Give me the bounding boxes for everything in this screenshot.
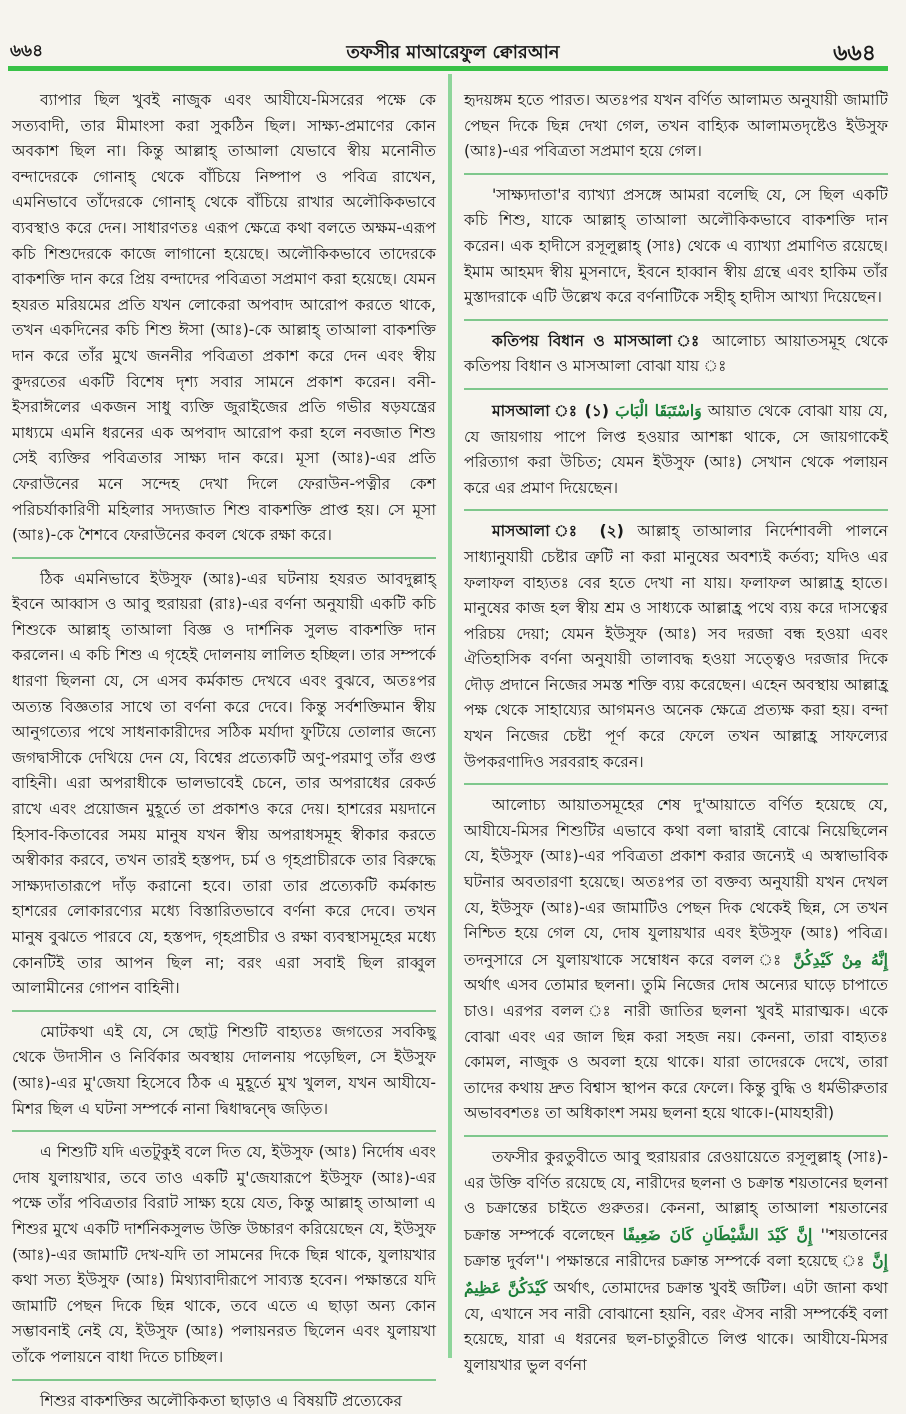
section-heading: কতিপয় বিধান ও মাসআলা ঃ (492, 332, 703, 350)
paragraph-separator (12, 1130, 436, 1132)
page-number-left: ৬৬৪ (10, 38, 43, 66)
column-divider (448, 74, 452, 1358)
paragraph: হৃদয়ঙ্গম হতে পারত। অতঃপর যখন বর্ণিত আলামত অনুযায়ী জামাটি পেছন দিকে ছিন্ন দেখা গেল, তখন বাহ্যিক আলামতদৃষ্টেও ইউসুফ (আঃ)-এর পবিত্রতা সপ্রমাণ হয়ে গেল। (464, 88, 888, 165)
paragraph-text: তফসীর কুরতুবীতে আবু হুরায়রার রেওয়ায়েতে রসূলুল্লাহ্ (সাঃ)-এর উক্তি বর্ণিত রয়েছে যে, নারীদের ছলনা ও চক্রান্ত শয়তানের ছলনা ও চক্রান্তের চাইতে গুরুতর। কেননা, আল্লাহ্ তাআলা শয়তানের চক্রান্ত সম্পর্কে বলেছেন (464, 1148, 888, 1244)
paragraph (464, 1145, 888, 1378)
masala-heading: মাসআলা ঃ (১) (492, 402, 609, 420)
paragraph-separator (464, 319, 888, 321)
paragraph: ব্যাপার ছিল খুবই নাজুক এবং আযীযে-মিসরের পক্ষে কে সত্যবাদী, তার মীমাংসা করা সুকঠিন ছিল। সাক্ষ্য-প্রমাণের কোন অবকাশ ছিল না। কিন্তু আল্লাহ্ তাআলা যেভাবে স্বীয় মনোনীত বন্দাদেরকে গোনাহ্ থেকে বাঁচিয়ে নিষ্পাপ ও পবিত্র রাখেন, এমনিভাবে তাঁদেরকে গোনাহ্ থেকে বাঁচিয়ে রাখার অলৌকিকভাবে ব্যবস্থাও করে দেন। সাধারণতঃ এরূপ ক্ষেত্রে কথা বলতে অক্ষম-এরূপ কচি শিশুদেরকে কাজে লাগানো হয়েছে। অলৌকিকভাবে তাদেরকে বাকশক্তি দান করে প্রিয় বন্দাদের পবিত্রতা সপ্রমাণ করা হয়েছে। যেমন হযরত মরিয়মের প্রতি যখন লোকেরা অপবাদ আরোপ করতে থাকে, তখন একদিনের কচি শিশু ঈসা (আঃ)-কে আল্লাহ্ তাআলা বাকশক্তি দান করে তাঁর মুখে জননীর পবিত্রতা প্রকাশ করে দেন এবং স্বীয় কুদরতের একটি বিশেষ দৃশ্য সবার সামনে প্রকাশ করেন। বনী-ইসরাঈলের একজন সাধু ব্যক্তি জুরাইজের প্রতি গভীর ষড়যন্ত্রের মাধ্যমে এমনি ধরনের এক অপবাদ আরোপ করা হলে নবজাত শিশু সেই ব্যক্তির পবিত্রতার সাক্ষ্য দান করে। মূসা (আঃ)-এর প্রতি ফেরাউনের মনে সন্দেহ দেখা দিলে ফেরাউন-পত্নীর কেশ পরিচর্যাকারিণী মহিলার সদ্যজাত শিশু বাকশক্তি প্রাপ্ত হয়। সে মূসা (আঃ)-কে শৈশবে ফেরাউনের কবল থেকে রক্ষা করে। (12, 88, 436, 549)
paragraph-separator (464, 783, 888, 785)
paragraph-text: ''শয়তানের চক্রান্ত দুর্বল''। পক্ষান্তরে নারীদের চক্রান্ত সম্পর্কে বলা হয়েছে ঃ (464, 1226, 888, 1271)
paragraph-separator (464, 1135, 888, 1137)
paragraph: এ শিশুটি যদি এতটুকুই বলে দিত যে, ইউসুফ (আঃ) নির্দোষ এবং দোষ যুলায়খার, তবে তাও একটি মু'জেযারূপে ইউসুফ (আঃ)-এর পক্ষে তাঁর পবিত্রতার বিরাট সাক্ষ্য হয়ে যেত, কিন্তু আল্লাহ্ তাআলা এ শিশুর মুখে একটি দার্শনিকসুলভ উক্তি উচ্চারণ করিয়েছেন যে, ইউসুফ (আঃ)-এর জামাটি দেখ-যদি তা সামনের দিকে ছিন্ন থাকে, যুলায়খার কথা সত্য ইউসুফ (আঃ) মিথ্যাবাদীরূপে সাব্যস্ত হবেন। পক্ষান্তরে যদি জামাটি পেছন দিকে ছিন্ন থাকে, তবে এতে এ ছাড়া অন্য কোন সম্ভাবনাই নেই যে, ইউসুফ (আঃ) পলায়নরত ছিলেন এবং যুলায়খা তাঁকে পলায়নে বাধা দিতে চাচ্ছিল। (12, 1140, 436, 1370)
running-title: তফসীর মাআরেফুল ক্বোরআন (0, 38, 906, 69)
paragraph: 'সাক্ষ্যদাতা'র ব্যাখ্যা প্রসঙ্গে আমরা বলেছি যে, সে ছিল একটি কচি শিশু, যাকে আল্লাহ্ তাআলা অলৌকিকভাবে বাকশক্তি দান করেন। এক হাদীসে রসূলুল্লাহ্ (সাঃ) থেকে এ ব্যাখ্যা প্রমাণিত রয়েছে। ইমাম আহমদ স্বীয় মুসনাদে, ইবনে হাব্বান স্বীয় গ্রন্থে এবং হাকিম তাঁর মুস্তাদরাকে এটি উল্লেখ করে বর্ণনাটিকে সহীহ্ হাদীস আখ্যা দিয়েছেন। (464, 183, 888, 311)
paragraph (464, 793, 888, 1127)
paragraph (464, 398, 888, 501)
paragraph-separator (464, 509, 888, 511)
arabic-verse: إِنَّ كَيْدَ الشَّيْطَانِ كَانَ ضَعِيفًا (623, 1225, 813, 1244)
page-header (0, 0, 906, 72)
paragraph-separator (12, 557, 436, 559)
paragraph-separator (464, 388, 888, 390)
right-column (464, 88, 888, 1350)
arabic-verse: وَاسْتَبَقَا الْبَابَ (615, 401, 702, 420)
paragraph: মোটকথা এই যে, সে ছোট্ট শিশুটি বাহ্যতঃ জগতের সবকিছু থেকে উদাসীন ও নির্বিকার অবস্থায় দোলনায় পড়েছিল, সে ইউসুফ (আঃ)-এর মু'জেযা হিসেবে ঠিক এ মুহূর্তে মুখ খুলল, যখন আযীযে-মিশর ছিল এ ঘটনা সম্পর্কে নানা দ্বিধাদ্বন্দ্বে জড়িত। (12, 1020, 436, 1122)
arabic-verse: إِنَّهُ مِنْ كَيْدِكُنَّ (793, 950, 888, 969)
paragraph-text: আলোচ্য আয়াতসমূহের শেষ দু'আয়াতে বর্ণিত হয়েছে যে, আযীযে-মিসর শিশুটির এভাবে কথা বলা দ্বারাই বোঝে নিয়েছিলেন যে, ইউসুফ (আঃ)-এর পবিত্রতা প্রকাশ করার জন্যেই এ অস্বাভাবিক ঘটনার অবতারণা হয়েছে। অতঃপর তা বক্তব্য অনুযায়ী যখন দেখল যে, ইউসুফ (আঃ)-এর জামাটিও পেছন দিক থেকেই ছিন্ন, সে তখন নিশ্চিত হয়ে গেল যে, দোষ যুলায়খার এবং ইউসুফ (আঃ) পবিত্র। তদনুসারে সে যুলায়খাকে সম্বোধন করে বলল ঃ (464, 796, 888, 969)
paragraph: শিশুর বাকশক্তির অলৌকিকতা ছাড়াও এ বিষয়টি প্রত্যেকের (12, 1389, 436, 1414)
page-number-right: ৬৬৪ (833, 36, 876, 73)
left-column (12, 88, 436, 1350)
paragraph-text: আল্লাহ্ তাআলার নির্দেশাবলী পালনে সাধ্যানুযায়ী চেষ্টার ত্রুটি না করা মানুষের অবশ্যই কর্তব্য; যদিও এর ফলাফল বাহ্যতঃ বের হতে দেখা না যায়। ফলাফল আল্লাহ্র হাতে। মানুষের কাজ হল স্বীয় শ্রম ও সাধ্যকে আল্লাহ্র পথে ব্যয় করে দাসত্বের পরিচয় দেয়া; যেমন ইউসুফ (আঃ) সব দরজা বন্ধ হওয়া এবং ঐতিহাসিক বর্ণনা অনুযায়ী তালাবদ্ধ হওয়া সত্ত্বেও দরজার দিকে দৌড় প্রদানে নিজের সমস্ত শক্তি ব্যয় করেছেন। এহেন অবস্থায় আল্লাহ্র পক্ষ থেকে সাহায্যের আগমনও অনেক ক্ষেত্রে প্রত্যক্ষ করা হয়। বন্দা যখন নিজের চেষ্টা পূর্ণ করে ফেলে তখন আল্লাহ্র সাফল্যের উপকরণাদিও সরবরাহ করেন। (464, 522, 888, 770)
header-rule (8, 66, 888, 71)
paragraph-separator (12, 1379, 436, 1381)
paragraph-separator (12, 1010, 436, 1012)
arabic-verse: إِنَّ كَيْدَكُنَّ عَظِيمٌ (464, 1251, 888, 1297)
paragraph-text: আলোচ্য আয়াতসমূহ থেকে কতিপয় বিধান ও মাসআলা বোঝা যায় ঃ (464, 332, 888, 376)
paragraph: ঠিক এমনিভাবে ইউসুফ (আঃ)-এর ঘটনায় হযরত আবদুল্লাহ্ ইবনে আব্বাস ও আবু হুরায়রা (রাঃ)-এর বর্ণনা অনুযায়ী একটি কচি শিশুকে আল্লাহ্ তাআলা বিজ্ঞ ও দার্শনিক সুলভ বাকশক্তি দান করলেন। এ কচি শিশু এ গৃহেই দোলনায় লালিত হচ্ছিল। তার সম্পর্কে ধারণা ছিলনা যে, সে এসব কর্মকান্ড দেখবে এবং বুঝবে, অতঃপর অত্যন্ত বিজ্ঞতার সাথে তা বর্ণনা করে দেবে। কিন্তু সর্বশক্তিমান স্বীয় আনুগত্যের পথে সাধনাকারীদের সঠিক মর্যাদা ফুটিয়ে তোলার জন্যে জগদ্বাসীকে দেখিয়ে দেন যে, বিশ্বের প্রত্যেকটি অণু-পরমাণু তাঁর গুপ্ত বাহিনী। এরা অপরাধীকে ভালভাবেই চেনে, তার অপরাধের রেকর্ড রাখে এবং প্রয়োজন মুহূর্তে তা প্রকাশও করে দেয়। হাশরের ময়দানে হিসাব-কিতাবের সময় মানুষ যখন স্বীয় অপরাধসমূহ স্বীকার করতে অস্বীকার করবে, তখন তারই হস্তপদ, চর্ম ও গৃহপ্রাচীরকে তার বিরুদ্ধে সাক্ষ্যদাতারূপে দাঁড় করানো হবে। তারা তার প্রত্যেকটি কর্মকান্ড হাশরের লোকারণ্যের মধ্যে বিস্তারিতভাবে বর্ণনা করে দেবে। তখন মানুষ বুঝতে পারবে যে, হস্তপদ, গৃহপ্রাচীর ও রক্ষা ব্যবস্থাসমূহের মধ্যে কোনটিই তার আপন ছিল না; বরং এরা সবাই ছিল রাব্বুল আলামীনের গোপন বাহিনী। (12, 567, 436, 1002)
paragraph-text: অর্থাৎ, তোমাদের চক্রান্ত খুবই জটিল। এটা জানা কথা যে, এখানে সব নারী বোঝানো হয়নি, বরং ঐসব নারী সম্পর্কেই বলা হয়েছে, যারা এ ধরনের ছল-চাতুরীতে লিপ্ত থাকে। আযীযে-মিসর যুলায়খার ভুল বর্ণনা (464, 1279, 888, 1374)
paragraph (464, 329, 888, 380)
masala-heading: মাসআলা ঃ (২) (492, 522, 624, 540)
paragraph-separator (464, 173, 888, 175)
paragraph (464, 519, 888, 775)
paragraph-text: আয়াত থেকে বোঝা যায় যে, যে জায়গায় পাপে লিপ্ত হওয়ার আশঙ্কা থাকে, সে জায়গাকেই পরিত্যাগ করা উচিত; যেমন ইউসুফ (আঃ) সেখান থেকে পলায়ন করে এর প্রমাণ দিয়েছেন। (464, 402, 888, 497)
paragraph-text: অর্থাৎ এসব তোমার ছলনা। তুমি নিজের দোষ অন্যের ঘাড়ে চাপাতে চাও। এরপর বলল ঃ নারী জাতির ছলনা খুবই মারাত্মক। একে বোঝা এবং এর জাল ছিন্ন করা সহজ নয়। কেননা, তারা বাহ্যতঃ কোমল, নাজুক ও অবলা হয়ে থাকে। যারা তাদেরকে দেখে, তারা তাদের কথায় দ্রুত বিশ্বাস স্থাপন করে ফেলে। কিন্তু বুদ্ধি ও ধর্মভীরুতার অভাববশতঃ তা অধিকাংশ সময় ছলনা হয়ে থাকে।-(মাযহারী) (464, 976, 888, 1122)
